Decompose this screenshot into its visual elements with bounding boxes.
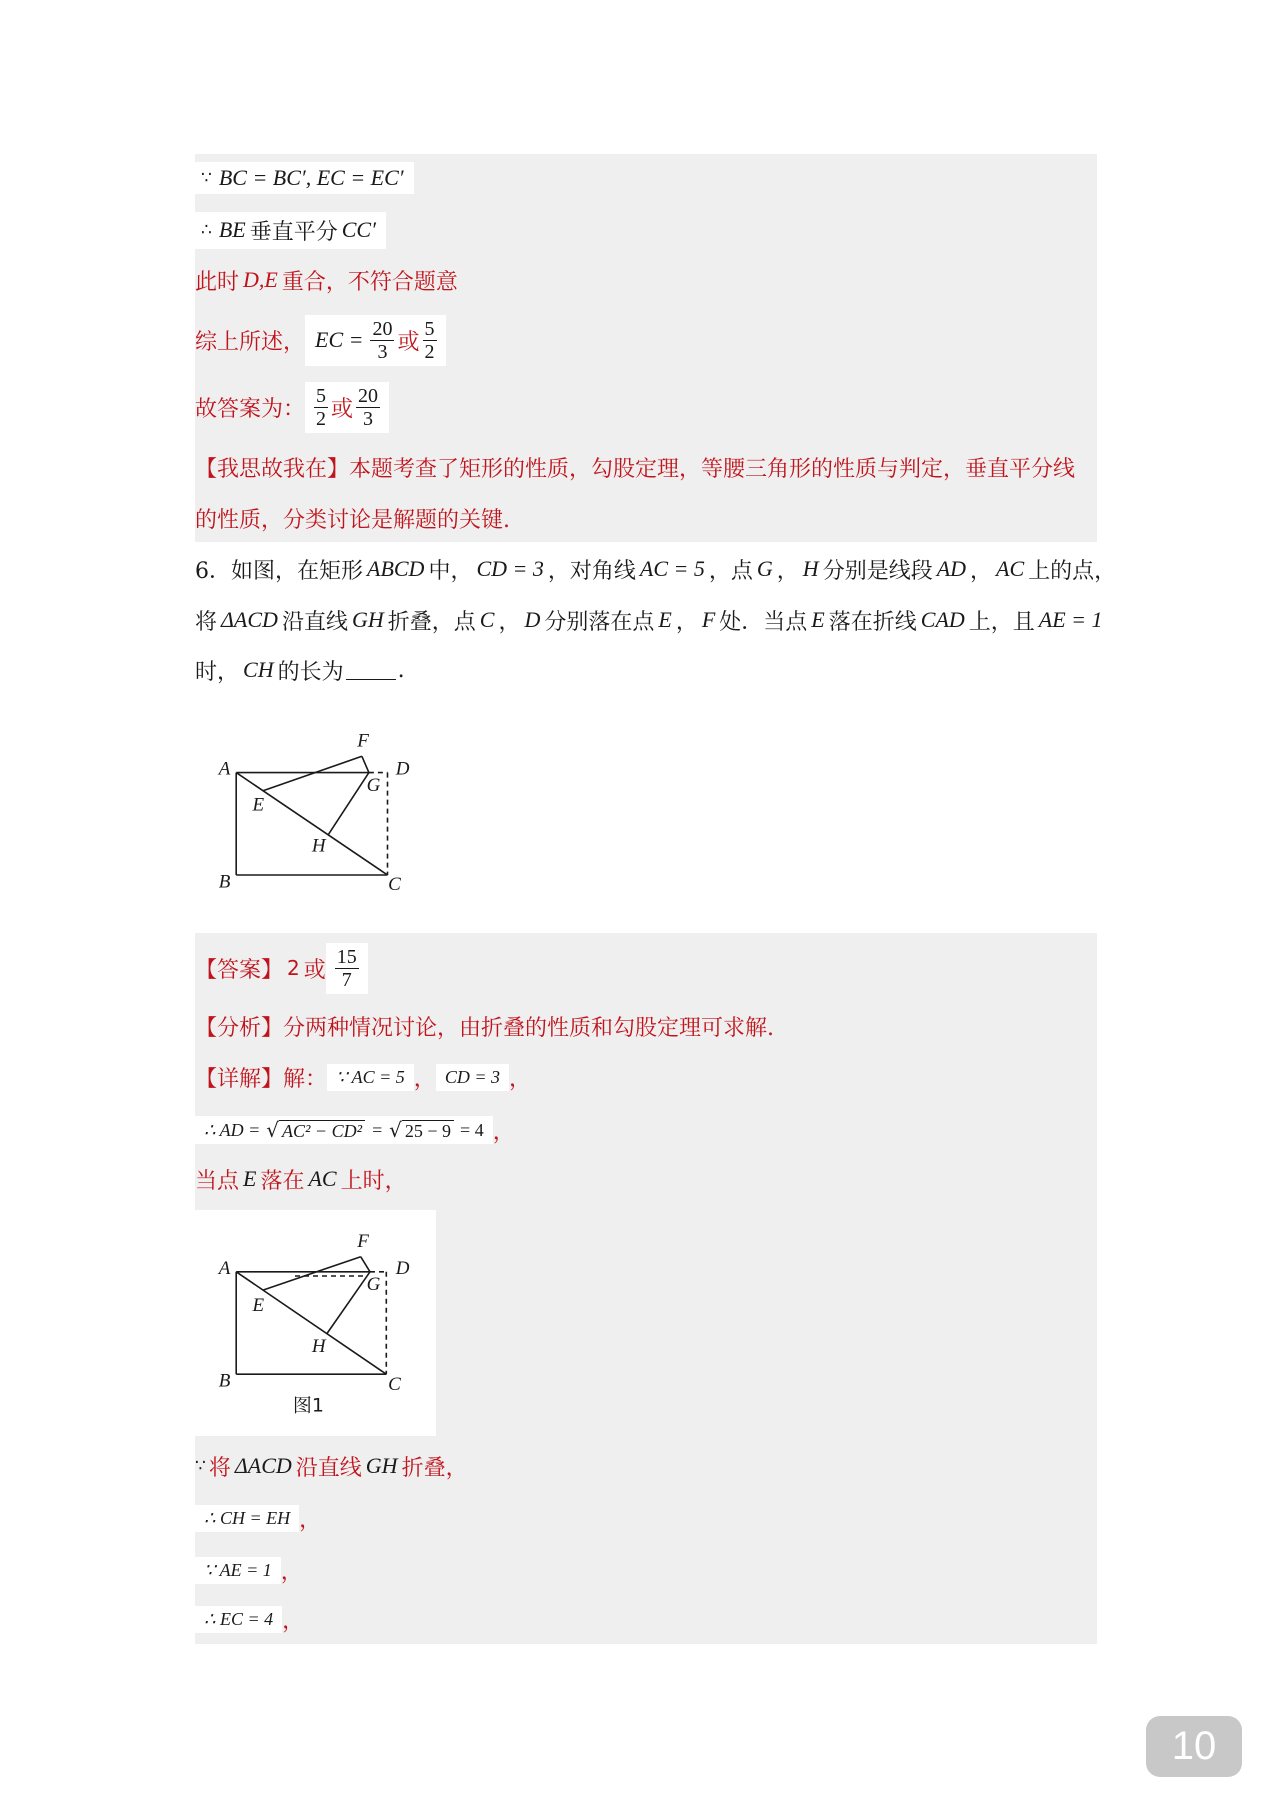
fraction-denominator: 7 [341,968,352,991]
comma: ， [282,1608,305,1634]
text-segment: ， [970,558,993,584]
math-var: D [524,607,541,632]
ch-equals-eh-line [195,1496,321,1540]
math-var: AC [996,556,1025,581]
text-segment: 将 [208,1455,231,1481]
math-box [326,943,368,994]
math-var: E [243,1166,257,1191]
fraction [335,946,359,991]
text-segment: 6．如图，在矩形 [195,558,363,584]
figure-caption: 图1 [292,1394,324,1417]
math-var: AD [936,556,967,581]
label-g: G [366,1274,381,1296]
segment-gh [328,773,369,835]
math-expression: ∴ CH = EH [204,1507,291,1528]
label-b: B [218,871,231,893]
math-var: H [802,556,819,581]
rectangle-fold-figure [200,725,430,905]
reflection-line-2: 的性质，分类讨论是解题的关键. [195,507,510,533]
detail-line [195,1055,531,1099]
radicand: AC² − CD² [279,1120,365,1141]
math-var: ΔACD [221,607,278,632]
fraction-numerator: 5 [316,384,327,407]
math-var: CAD [920,607,965,632]
math-var: E [811,607,825,632]
text-segment: ， [675,609,698,635]
text-segment: 分别落在点 [544,609,655,635]
text-segment: 沿直线 [281,609,348,635]
fraction-denominator: 3 [377,340,388,363]
reflection-line-1: 【我思故我在】本题考查了矩形的性质，勾股定理，等腰三角形的性质与判定，垂直平分线 [195,456,1076,482]
detail-label: 【详解】解： [195,1066,328,1092]
math-var: F [701,607,716,632]
text-segment: 落在 [260,1168,305,1194]
math-var: BE [218,217,246,242]
because-symbol: ∵ [201,168,212,188]
therefore-symbol: ∴ [201,220,212,240]
label-g: G [366,774,381,796]
comma: ， [299,1507,322,1533]
equals-sign: = [370,1119,384,1140]
radical-sign: √ [266,1118,280,1142]
solution-line-perpendicular-bisector [195,208,386,252]
label-e: E [252,794,265,816]
text-segment: 时， [195,659,240,685]
ae-equals-1-line [195,1548,303,1592]
label-b: B [218,1370,231,1392]
ec-equals-4-line [195,1597,304,1641]
math-var: ABCD [367,556,425,581]
label-e: E [252,1295,265,1316]
text-segment: 折叠，点 [387,609,476,635]
square-root [389,1119,454,1141]
solution-line-summary [195,318,446,362]
math-expression: = 4 [460,1119,484,1140]
math-var: G [756,556,773,581]
math-var: CH [243,657,274,682]
text-segment: ，点 [708,558,753,584]
text-segment: 重合，不符合题意 [281,269,458,295]
fraction-numerator: 20 [358,384,379,407]
math-box [195,162,414,194]
math-expression: ∵ AC = 5 [336,1066,405,1087]
text-segment: 垂直平分 [249,219,338,245]
square-root [266,1119,365,1141]
math-expression: ∵ AE = 1 [204,1559,272,1580]
label-f: F [357,730,369,752]
comma: ， [508,1066,531,1092]
fraction-numerator: 5 [424,317,435,340]
label-h: H [311,835,326,857]
answer-label: 【答案】 [195,957,284,983]
fraction-denominator: 2 [316,407,327,430]
label-d: D [395,758,410,780]
math-var: AC [308,1166,337,1191]
text-segment: ，对角线 [547,558,636,584]
math-var: AE = 1 [1038,607,1103,632]
problem6-line-1 [195,547,1116,591]
radicand: 25 − 9 [402,1120,454,1141]
math-var: ΔACD [234,1453,292,1478]
page-number-badge: 10 [1146,1716,1242,1777]
math-box [305,315,445,366]
solution-line-final-answer [195,385,389,429]
math-box [436,1064,509,1091]
label-f: F [357,1231,369,1253]
math-expression: CD = 3 [444,1066,500,1087]
solution-line-coincide [195,258,458,302]
math-box [195,1606,282,1633]
label-a: A [218,758,231,780]
math-var: CC′ [341,217,376,242]
text-segment: 此时 [195,269,240,295]
text-segment: 分别是线段 [822,558,933,584]
fraction [356,385,380,430]
text-segment: 上时， [340,1168,407,1194]
or-word: 或 [331,396,354,422]
math-var: D,E [243,267,278,292]
text-segment: . [397,657,405,683]
text-segment: 故答案为： [195,396,306,422]
answer-line [195,946,368,990]
label-c: C [388,1374,401,1396]
text-segment: 当点 [195,1168,240,1194]
fraction-numerator: 20 [372,317,393,340]
problem6-line-3 [195,648,405,692]
math-var: GH [365,1453,398,1478]
segment-fg [362,756,369,772]
math-var: AC = 5 [639,556,705,581]
math-var: E [658,607,672,632]
segment-ef [263,756,362,790]
problem6-line-2 [195,598,1107,642]
comma: ， [413,1066,436,1092]
comma: ， [492,1119,515,1145]
text-segment: 上的点， [1028,558,1117,584]
because-symbol: ∵ [195,1456,206,1476]
case1-line [195,1157,407,1201]
math-box [195,212,386,249]
text-segment: 的长为 [277,659,344,685]
math-expression: BC = BC′, EC = EC′ [218,165,404,190]
text-segment: 沿直线 [295,1455,362,1481]
math-box [305,382,389,433]
text-segment: 将 [195,609,218,635]
text-segment: ， [776,558,799,584]
diagonal-ac [236,773,387,875]
math-expression: ∴ AD = [204,1119,261,1140]
or-word: 或 [397,329,420,355]
text-segment: 折叠， [401,1455,468,1481]
math-box [195,1557,281,1584]
text-segment: 中， [428,558,473,584]
math-var: GH [351,607,384,632]
fraction [314,385,328,430]
math-expression: ∴ EC = 4 [204,1608,274,1629]
label-d: D [395,1257,410,1279]
text-segment: 综上所述， [195,329,306,355]
math-box [195,1116,493,1144]
text-segment: 落在折线 [828,609,917,635]
math-box [195,1505,299,1532]
analysis-line: 【分析】分两种情况讨论，由折叠的性质和勾股定理可求解. [195,1015,774,1041]
math-var: C [479,607,495,632]
label-c: C [388,873,401,895]
math-box [327,1064,414,1091]
text-segment: ， [498,609,521,635]
fold-line-statement [195,1444,468,1488]
comma: ， [280,1559,303,1585]
answer-blank [346,661,396,680]
fraction [370,318,394,363]
math-expression: EC = [315,327,364,352]
label-h: H [311,1335,326,1357]
answer-value: 2 [287,956,300,980]
math-var: CD = 3 [476,556,544,581]
radical-sign: √ [389,1118,402,1142]
label-a: A [218,1257,231,1279]
ad-length-line [195,1108,515,1152]
fraction-numerator: 15 [336,945,357,968]
fraction-denominator: 2 [424,340,435,363]
fraction [423,318,437,363]
figure-1-diagram [195,1210,436,1436]
or-word: 或 [303,957,326,983]
text-segment: 处．当点 [719,609,808,635]
text-segment: 上，且 [968,609,1035,635]
fraction-denominator: 3 [363,407,374,430]
solution-line-bc-ec [195,156,414,200]
